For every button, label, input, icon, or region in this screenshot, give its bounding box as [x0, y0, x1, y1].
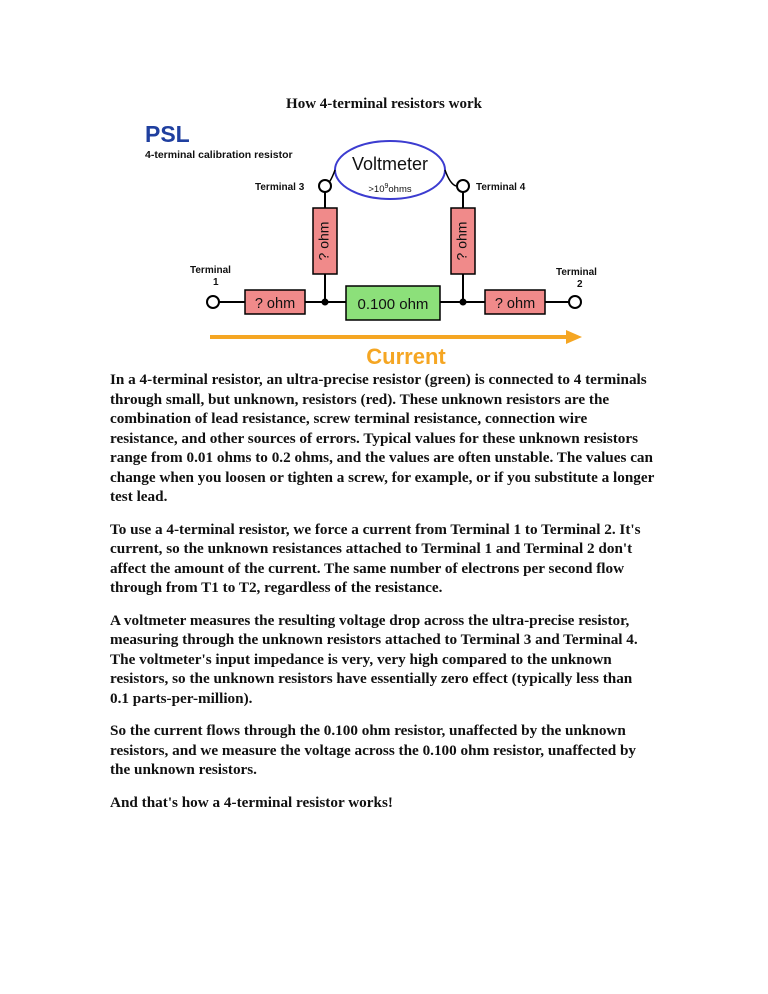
impedance-exponent: 9	[384, 183, 389, 190]
current-arrow-head	[566, 330, 582, 344]
page-title: How 4-terminal resistors work	[286, 96, 482, 112]
junction-right	[460, 299, 467, 306]
terminal-1-number: 1	[213, 277, 219, 288]
unknown-resistor-terminal-2-label: ? ohm	[494, 296, 536, 312]
psl-logo: PSL	[145, 121, 190, 147]
terminal-4-connector	[457, 180, 469, 192]
terminal-2-number: 2	[577, 279, 583, 290]
paragraph-intro: In a 4-terminal resistor, an ultra-precise resistor (green) is connected to 4 terminals through small, but unknown, resistors (red). These unknown resistors are the combination of lead resistance, screw terminal resistance, connection wire resistance, and other sources of errors. Typical values for these unknown resistors range from 0.01 ohms to 0.2 ohms, and the values are often unstable. The values can change when you loosen or tighten a screw, for example, or if you substitute a longer test lead.	[110, 371, 655, 505]
unknown-resistor-terminal-3-label: ? ohm	[315, 221, 332, 261]
terminal-3-label: Terminal 3	[255, 182, 305, 193]
terminal-1-word: Terminal	[190, 265, 231, 276]
terminal-2-connector	[569, 296, 581, 308]
four-terminal-diagram	[140, 118, 640, 370]
paragraph-force-current: To use a 4-terminal resistor, we force a current from Terminal 1 to Terminal 2. It's current, so the unknown resistances attached to Terminal 1 and Terminal 2 don't affect the amount of the current. The same number of electrons per second flow through from T1 to T2, regardless of the resistance.	[110, 520, 641, 596]
terminal-3-connector	[319, 180, 331, 192]
paragraph-voltmeter: A voltmeter measures the resulting voltage drop across the ultra-precise resistor, measuring through the unknown resistors attached to Terminal 3 and Terminal 4. The voltmeter's input impedance is very, very high compared to the unknown resistors, so the unknown resistors have essentially zero effect (typically less than 0.1 parts-per-million).	[110, 611, 638, 707]
current-label: Current	[366, 344, 446, 369]
junction-left	[322, 299, 329, 306]
precise-resistor-label: 0.100 ohm	[357, 296, 429, 313]
diagram-svg	[140, 118, 640, 370]
terminal-2-word: Terminal	[556, 267, 597, 278]
paragraph-conclusion: And that's how a 4-terminal resistor works!	[110, 793, 393, 811]
voltmeter-lead-right	[445, 170, 456, 186]
terminal-1-connector	[207, 296, 219, 308]
voltmeter-impedance	[368, 183, 412, 195]
unknown-resistor-terminal-1-label: ? ohm	[254, 296, 296, 312]
diagram-subtitle: 4-terminal calibration resistor	[145, 149, 293, 161]
impedance-unit: ohms	[388, 184, 412, 195]
paragraph-summary: So the current flows through the 0.100 ohm resistor, unaffected by the unknown resistors, and we measure the voltage across the 0.100 ohm resistor, unaffected by the unknown resistors.	[110, 722, 637, 778]
unknown-resistor-terminal-4-label: ? ohm	[453, 221, 470, 261]
impedance-prefix: >10	[368, 184, 385, 195]
terminal-4-label: Terminal 4	[476, 182, 526, 193]
voltmeter-label: Voltmeter	[351, 154, 429, 174]
article-body	[110, 370, 655, 825]
